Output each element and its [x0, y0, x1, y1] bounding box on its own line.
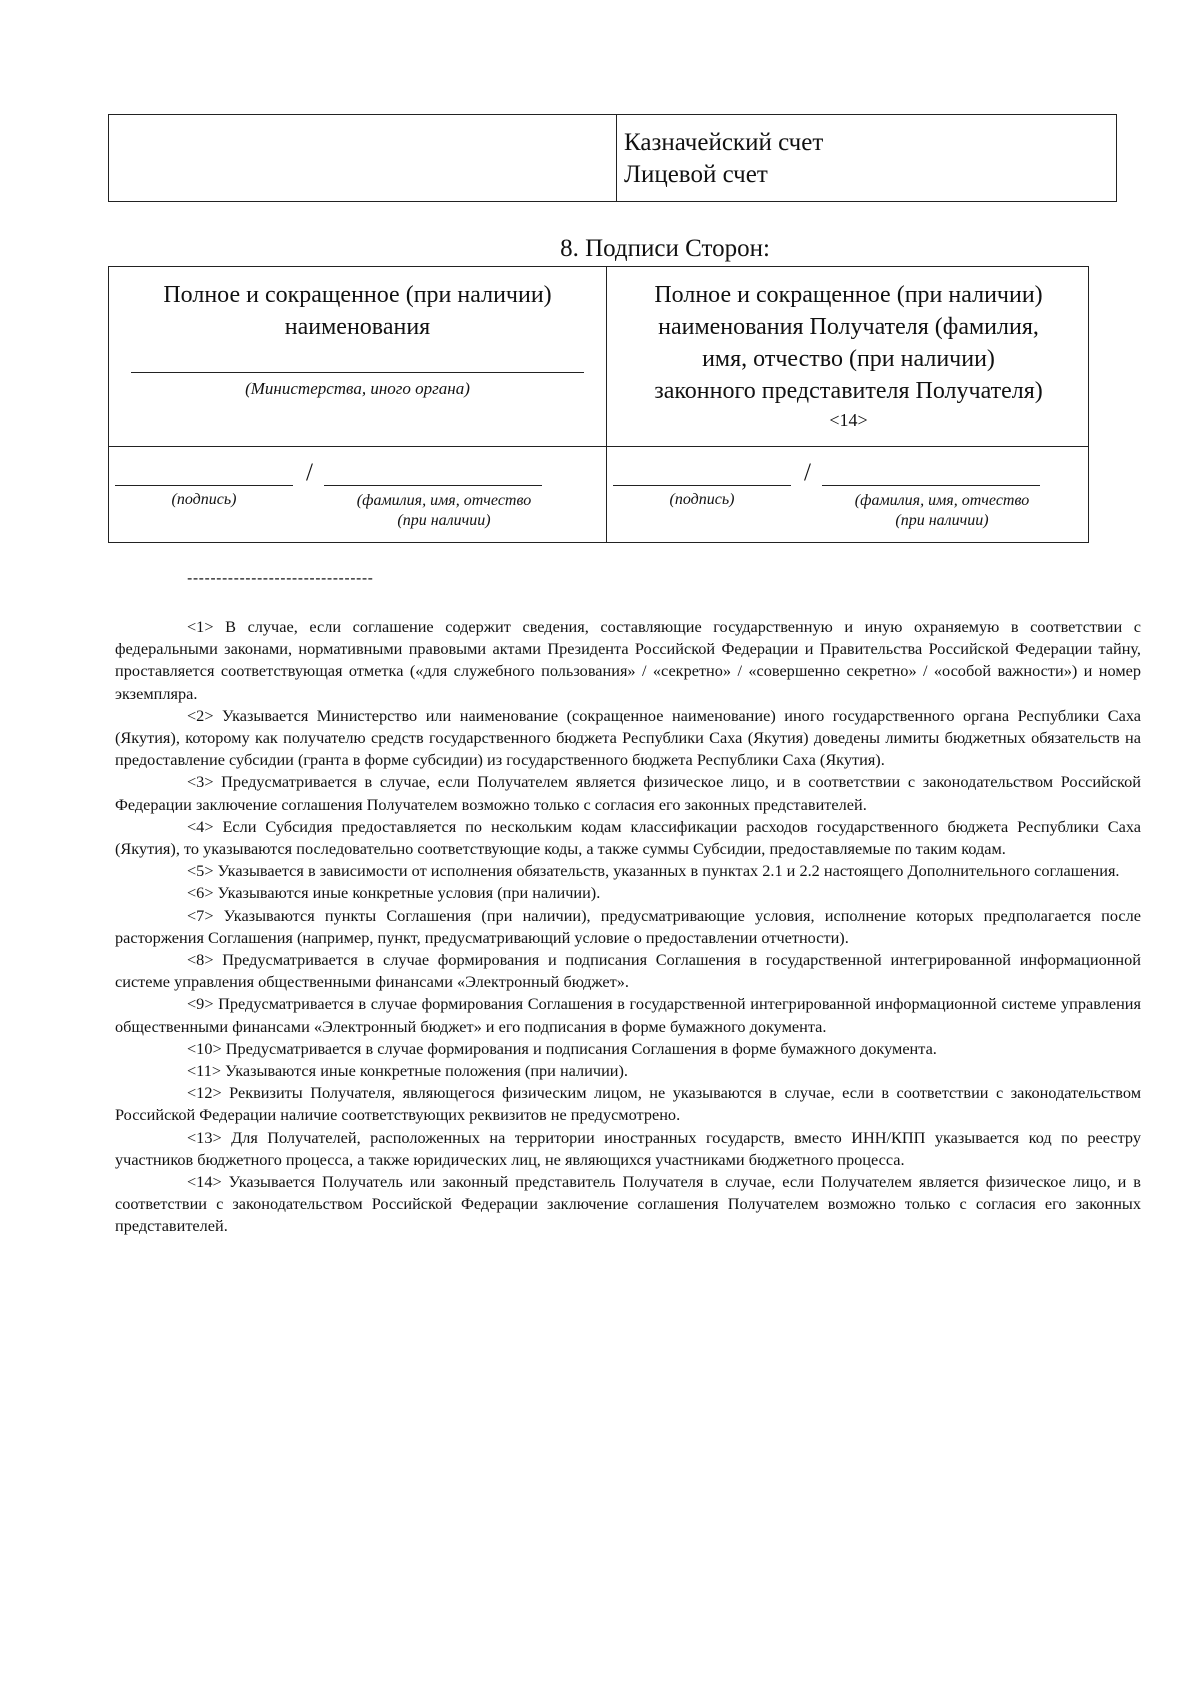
footnote: <8> Предусматривается в случае формирования и подписания Соглашения в государственной интегрированной информационной системе управления общественными финансами «Электронный бюджет».: [115, 950, 1141, 992]
left-party-heading: [109, 279, 606, 343]
full-name-caption-line: (при наличии): [895, 512, 989, 529]
left-party-heading-line: наименования: [284, 314, 431, 340]
signature-line: [613, 485, 791, 486]
footnote: <10> Предусматривается в случае формирования и подписания Соглашения в форме бумажного документа.: [187, 1038, 937, 1058]
footnote: <6> Указываются иные конкретные условия (при наличии).: [187, 883, 601, 903]
signature-line: [115, 485, 293, 486]
org-name-caption: (Министерства, иного органа): [245, 379, 470, 398]
treasury-account-label: Казначейский счет: [624, 129, 824, 156]
right-party-heading: [607, 279, 1090, 433]
full-name-line: [324, 485, 542, 486]
footnotes-separator: --------------------------------: [187, 570, 374, 587]
signature-slash: /: [804, 459, 811, 486]
signatures-title: 8. Подписи Сторон:: [560, 235, 770, 262]
footnote: <1> В случае, если соглашение содержит сведения, составляющие государственную и иную охраняемую в соответствии с федеральными законами, нормативными правовыми актами Президента Российской Федерации и Правительства Российской Федерации тайну, проставляется соответствующая отметка («для служебного пользования» / «секретно» / «совершенно секретно» / «особой важности») и номер экземпляра.: [115, 617, 1141, 703]
right-party-heading-line: имя, отчество (при наличии): [702, 346, 995, 372]
footnote: <13> Для Получателей, расположенных на территории иностранных государств, вместо ИНН/КПП указывается код по реестру участников бюджетного процесса, а также юридических лиц, не являющихся участниками бюджетного процесса.: [115, 1127, 1141, 1169]
signature-slash: /: [306, 459, 313, 486]
full-name-line: [822, 485, 1040, 486]
accounts-table: [108, 114, 1117, 202]
full-name-caption: [319, 491, 569, 531]
footnote: <3> Предусматривается в случае, если Получателем является физическое лицо, и в соответствии с законодательством Российской Федерации заключение соглашения Получателем возможно только с согласия его законных представителей.: [115, 772, 1141, 814]
org-name-line: [131, 372, 584, 373]
full-name-caption: [817, 491, 1067, 531]
footnote: <2> Указывается Министерство или наименование (сокращенное наименование) иного государственного органа Республики Саха (Якутия), которому как получателю средств государственного бюджета Республики Саха (Якутия) доведены лимиты бюджетных обязательств на предоставление субсидии (гранта в форме субсидии) из государственного бюджета Республики Саха (Якутия).: [115, 705, 1141, 770]
footnote: <4> Если Субсидия предоставляется по нескольким кодам классификации расходов государственного бюджета Республики Саха (Якутия), то указываются последовательно соответствующие коды, а также суммы Субсидии, предоставляемые по таким кодам.: [115, 816, 1141, 859]
accounts-table-account-cell: [617, 115, 1116, 201]
signatures-sign-row: [109, 447, 1088, 542]
right-signature-block: [607, 447, 1104, 542]
signature-caption: (подпись): [171, 491, 237, 508]
right-party-heading-line: законного представителя Получателя): [654, 378, 1043, 404]
signatures-party-row: [109, 267, 1088, 447]
signatures-table: [108, 266, 1089, 543]
footnote: <7> Указываются пункты Соглашения (при наличии), предусматривающие условия, исполнение которых предполагается после расторжения Соглашения (например, пункт, предусматривающий условие о предоставлении отчетности).: [115, 905, 1141, 947]
full-name-caption-line: (фамилия, имя, отчество: [356, 492, 532, 509]
footnote: <14> Указывается Получатель или законный представитель Получателя в случае, если Получателем является физическое лицо, и в соответствии с законодательством Российской Федерации заключение соглашения Получателем возможно только с согласия его законных представителей.: [115, 1172, 1141, 1236]
left-party-heading-line: Полное и сокращенное (при наличии): [163, 282, 552, 308]
right-party-heading-line: Полное и сокращенное (при наличии): [654, 282, 1043, 308]
full-name-caption-line: (фамилия, имя, отчество: [854, 492, 1030, 509]
footnote: <9> Предусматривается в случае формирования Соглашения в государственной интегрированной информационной системе управления общественными финансами «Электронный бюджет» и его подписания в форме бумажного документа.: [115, 994, 1141, 1036]
personal-account-label: Лицевой счет: [624, 161, 768, 188]
accounts-table-empty-cell: [109, 115, 617, 201]
right-party-heading-line: наименования Получателя (фамилия,: [658, 314, 1039, 340]
footnote: <11> Указываются иные конкретные положения (при наличии).: [187, 1061, 628, 1081]
left-signature-block: [109, 447, 606, 542]
footnote-ref-14: <14>: [829, 410, 868, 430]
footnote: <5> Указывается в зависимости от исполнения обязательств, указанных в пунктах 2.1 и 2.2 настоящего Дополнительного соглашения.: [187, 861, 1120, 881]
full-name-caption-line: (при наличии): [397, 512, 491, 529]
footnote: <12> Реквизиты Получателя, являющегося физическим лицом, не указываются в случае, если в соответствии с законодательством Российской Федерации наличие соответствующих реквизитов не предусмотрено.: [115, 1083, 1141, 1125]
footnotes-list: [115, 616, 1141, 1238]
signature-caption: (подпись): [669, 491, 735, 508]
